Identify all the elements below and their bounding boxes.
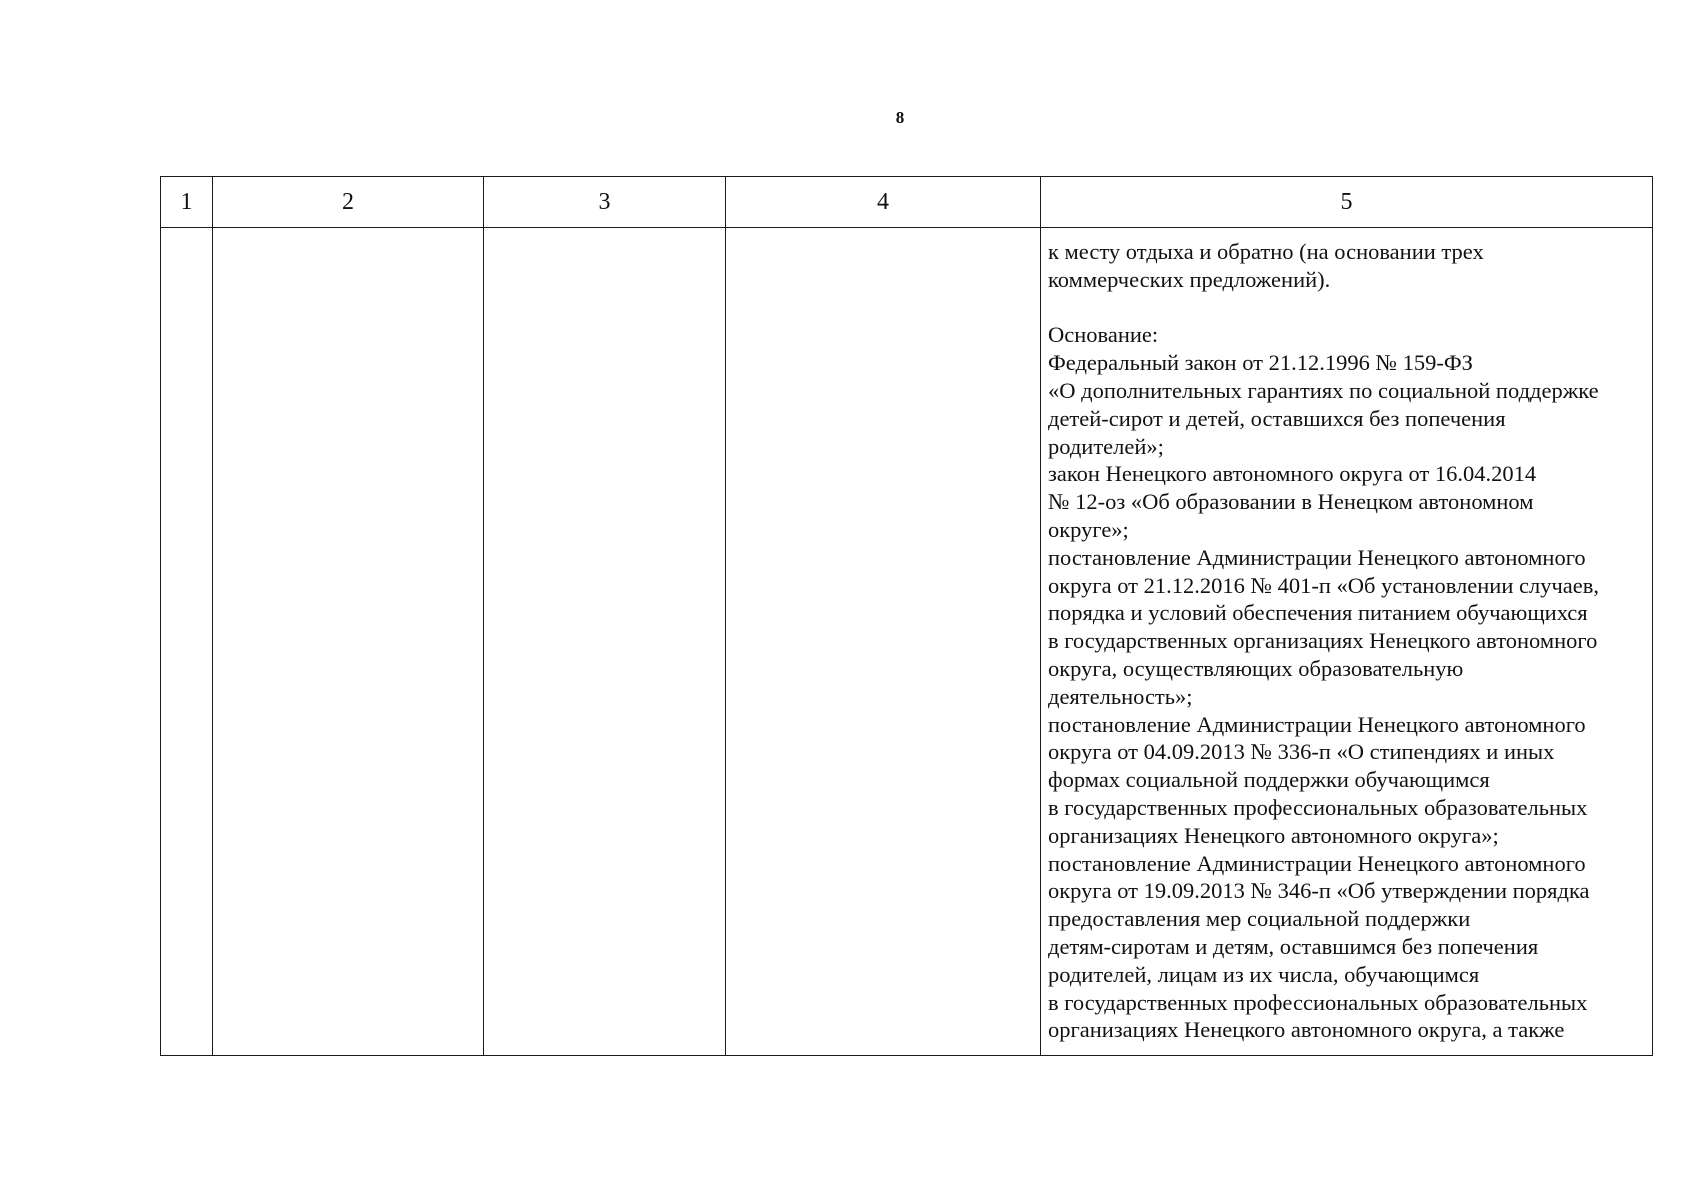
text-line: в государственных профессиональных образовательных (1048, 794, 1588, 820)
column-header-4: 4 (726, 177, 1041, 228)
cell-column-3 (484, 228, 726, 1056)
page-number: 8 (895, 108, 905, 127)
text-line: предоставления мер социальной поддержки (1048, 906, 1471, 932)
cell-column-2 (213, 228, 484, 1056)
column-header-5: 5 (1041, 177, 1653, 228)
text-line: порядка и условий обеспечения питанием обучающихся (1048, 600, 1588, 626)
column-header-2: 2 (213, 177, 484, 228)
text-line: в государственных профессиональных образовательных (1048, 989, 1588, 1015)
text-line: формах социальной поддержки обучающимся (1048, 767, 1490, 793)
text-line: округе»; (1048, 516, 1129, 542)
text-line: «О дополнительных гарантиях по социальной поддержке (1048, 377, 1599, 403)
text-line: постановление Администрации Ненецкого автономного (1048, 544, 1586, 570)
text-line: деятельность»; (1048, 683, 1193, 709)
text-line: родителей, лицам из их числа, обучающимся (1048, 961, 1480, 987)
text-line: постановление Администрации Ненецкого автономного (1048, 711, 1586, 737)
text-line: Федеральный закон от 21.12.1996 № 159-ФЗ (1048, 350, 1473, 376)
table-header-row (161, 177, 1653, 228)
text-line: организациях Ненецкого автономного округа»; (1048, 822, 1499, 848)
text-line: округа от 21.12.2016 № 401-п «Об установлении случаев, (1048, 572, 1599, 598)
text-line (1048, 294, 1646, 322)
cell-column-5 (1041, 228, 1653, 1056)
cell-column-4 (726, 228, 1041, 1056)
cell-column-1 (161, 228, 213, 1056)
column-header-3: 3 (484, 177, 726, 228)
document-table (160, 176, 1653, 1056)
text-line: № 12-оз «Об образовании в Ненецком автономном (1048, 489, 1534, 515)
text-line: в государственных организациях Ненецкого автономного (1048, 628, 1598, 654)
text-line: округа, осуществляющих образовательную (1048, 655, 1464, 681)
text-line: Основание: (1048, 322, 1159, 348)
text-line: округа от 19.09.2013 № 346-п «Об утверждении порядка (1048, 878, 1590, 904)
column-header-1: 1 (161, 177, 213, 228)
text-line: к месту отдыха и обратно (на основании трех (1048, 239, 1484, 264)
text-line: постановление Администрации Ненецкого автономного (1048, 850, 1586, 876)
text-line: закон Ненецкого автономного округа от 16.04.2014 (1048, 461, 1537, 487)
text-line: детей-сирот и детей, оставшихся без попечения (1048, 405, 1506, 431)
text-line: детям-сиротам и детям, оставшимся без попечения (1048, 933, 1539, 959)
text-line: родителей»; (1048, 433, 1164, 459)
text-line: коммерческих предложений). (1048, 266, 1331, 292)
text-line: округа от 04.09.2013 № 336-п «О стипендиях и иных (1048, 739, 1555, 765)
legal-basis-text (1041, 228, 1652, 1044)
table-row (161, 228, 1653, 1056)
text-line: организациях Ненецкого автономного округа, а также (1048, 1017, 1565, 1043)
